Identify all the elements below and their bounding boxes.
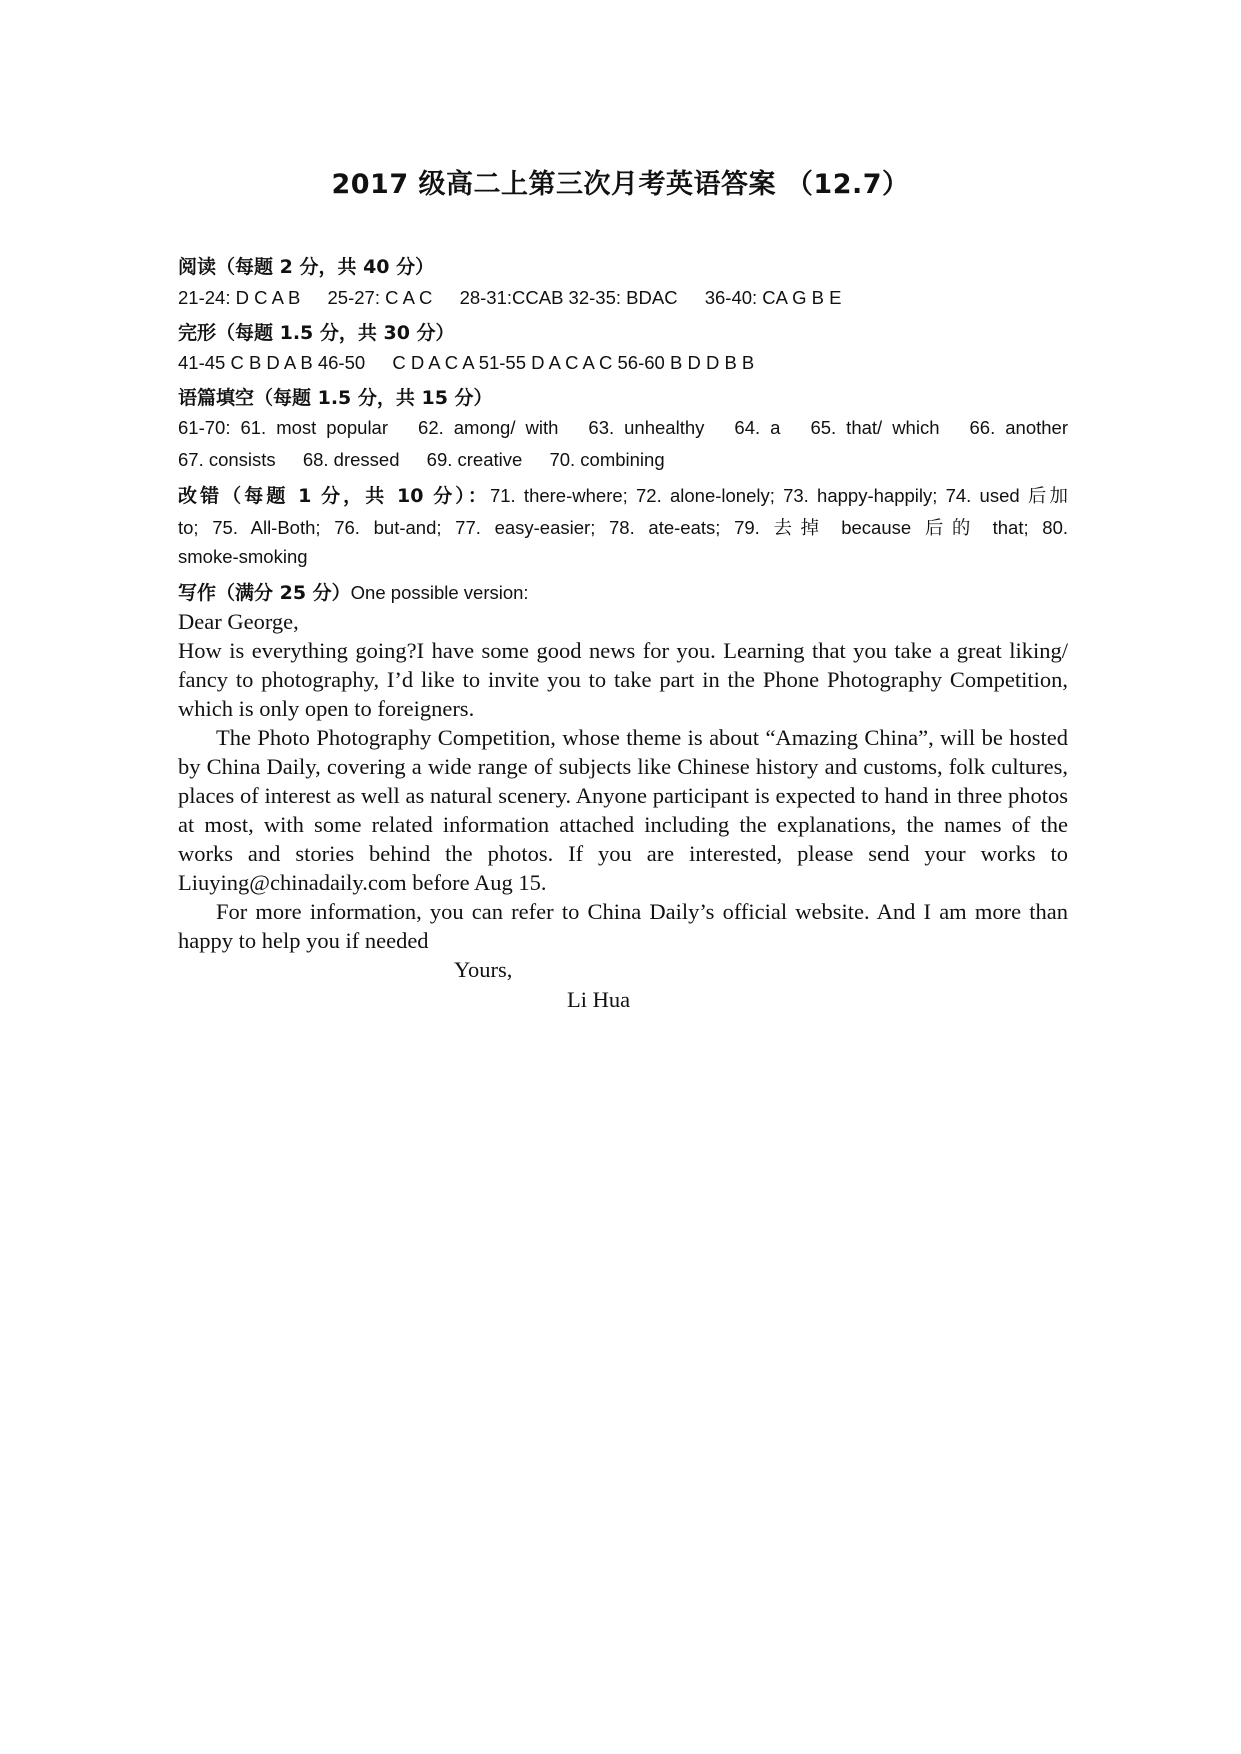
grammar-fill-answer: 67. consists [178, 449, 276, 470]
grammar-fill-line-1: 61-70: 61. most popular 62. among/ with 63. unhealthy 64. a 65. that/ which 66. another [178, 417, 1068, 438]
error-correction-line-2: to; 75. All-Both; 76. but-and; 77. easy-easier; 78. ate-eats; 79. 去掉 because 后的 that; 80. [178, 517, 1068, 538]
sample-letter [178, 607, 1068, 955]
letter-paragraph: The Photo Photography Competition, whose theme is about “Amazing China”, will be hosted by China Daily, covering a wide range of subjects like Chinese history and customs, folk cultures, places of interest as well as natural scenery. Anyone participant is expected to hand in three photos at most, with some related information attached including the explanations, the names of the works and stories behind the photos. If you are interested, please send your works to Liuying@chinadaily.com before Aug 15. [178, 725, 1068, 895]
cloze-answer-group: 41-45 C B D A B 46-50 [178, 352, 366, 373]
page-title: 2017 级高二上第三次月考英语答案 （12.7） [331, 169, 910, 200]
reading-heading: 阅读（每题 2 分，共 40 分） [178, 256, 435, 278]
grammar-fill-line-2 [178, 449, 687, 471]
writing-heading: 写作（满分 25 分） [178, 582, 351, 604]
cloze-answer-group: C D A C A 51-55 D A C A C 56-60 B D D B B [392, 352, 755, 373]
error-correction-line-1 [178, 481, 1068, 508]
error-correction-answers: 71. there-where; 72. alone-lonely; 73. happy-happily; 74. used 后加 [489, 485, 1068, 506]
writing-note: One possible version: [350, 582, 529, 603]
reading-answer-group: 21-24: D C A B [178, 287, 301, 308]
reading-answer-group: 36-40: CA G B E [704, 287, 842, 308]
reading-answer-group: 25-27: C A C [327, 287, 433, 308]
writing-heading-line [178, 578, 529, 605]
letter-signature: Li Hua [567, 987, 631, 1012]
letter-closing: Yours, [454, 957, 513, 982]
reading-answers [178, 287, 863, 309]
grammar-fill-heading: 语篇填空（每题 1.5 分，共 15 分） [178, 387, 493, 409]
reading-answer-group: 28-31:CCAB 32-35: BDAC [459, 287, 678, 308]
error-correction-line-3: smoke-smoking [178, 546, 308, 567]
letter-salutation: Dear George, [178, 609, 299, 634]
letter-paragraph: How is everything going?I have some good news for you. Learning that you take a great liking/ fancy to photography, I’d like to invite you to take part in the Phone Photography Competition, which is only open to foreigners. [178, 638, 1068, 721]
error-correction-heading: 改错（每题 1 分，共 10 分）： [178, 485, 490, 507]
letter-paragraph: For more information, you can refer to China Daily’s official website. And I am more than happy to help you if needed [178, 899, 1068, 953]
grammar-fill-answer: 68. dressed [302, 449, 400, 470]
grammar-fill-answer: 69. creative [426, 449, 523, 470]
cloze-heading: 完形（每题 1.5 分，共 30 分） [178, 322, 455, 344]
grammar-fill-answer: 70. combining [549, 449, 665, 470]
cloze-answers [178, 352, 776, 374]
